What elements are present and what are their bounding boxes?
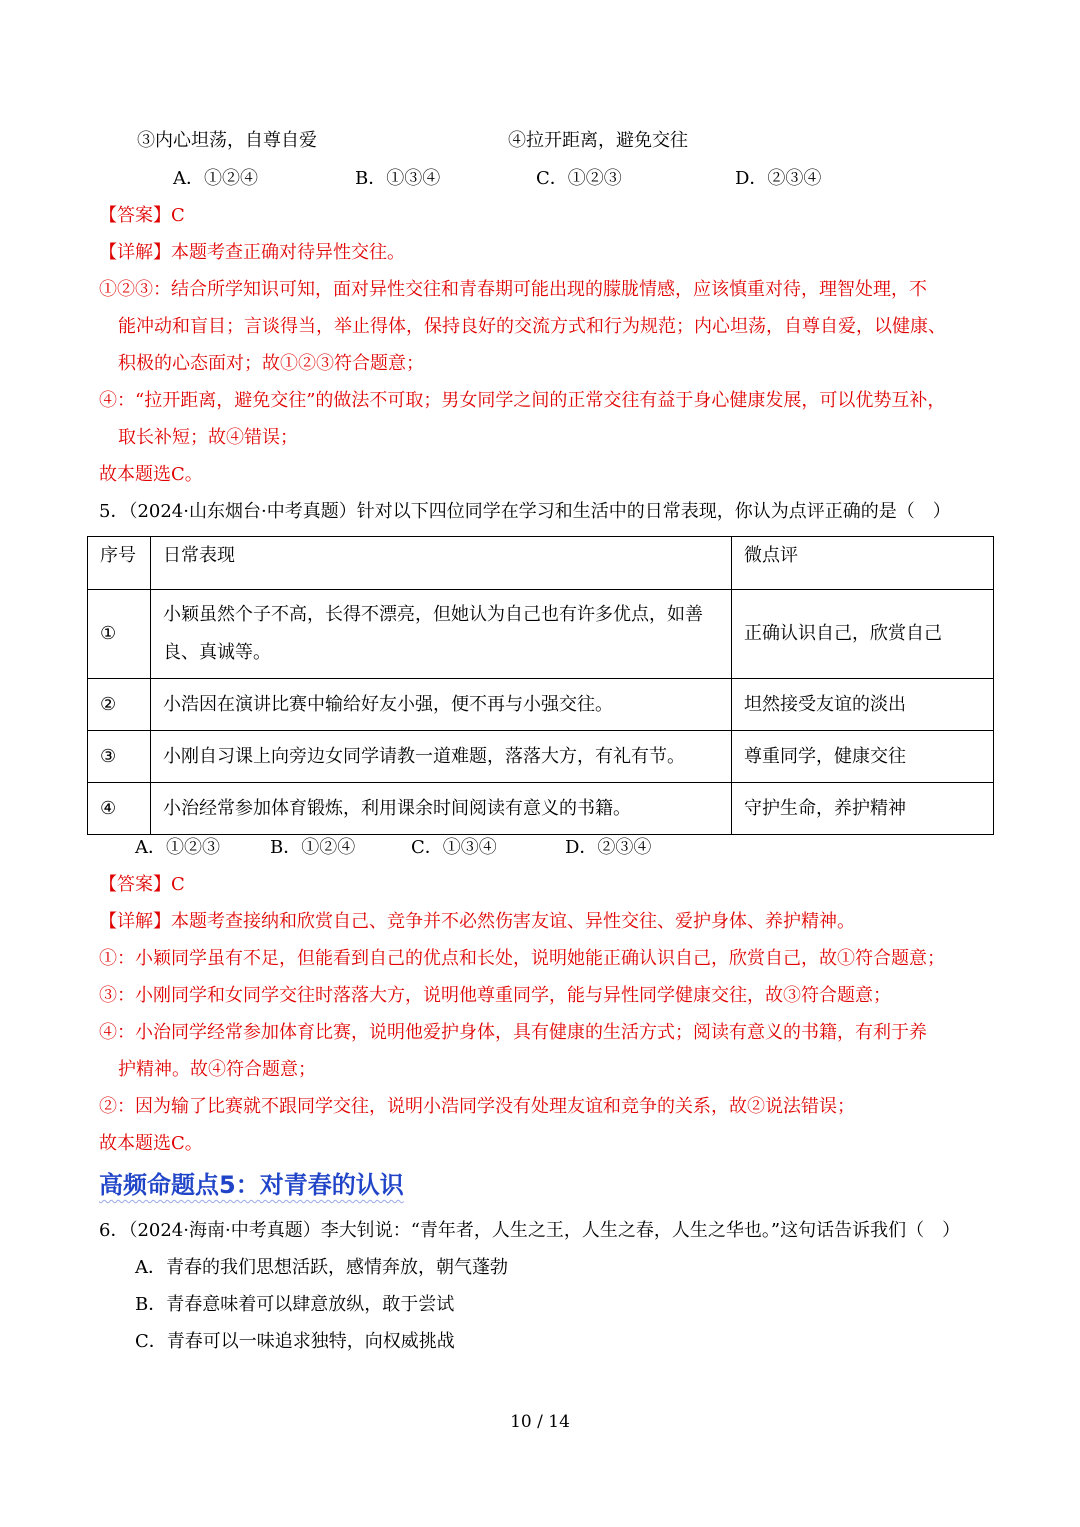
explanation-line: ④：“拉开距离，避免交往”的做法不可取；男女同学之间的正常交往有益于身心健康发展，可以优势互补， xyxy=(99,390,946,411)
option-d: D．②③④ xyxy=(735,168,822,189)
option-b: B．①②④ xyxy=(270,837,356,858)
option-c: C．青春可以一味追求独特，向权威挑战 xyxy=(135,1331,455,1352)
table-row xyxy=(88,731,994,783)
table-row xyxy=(88,590,994,679)
explanation-line: 取长补短；故④错误； xyxy=(118,427,298,448)
explanation-line: ①②③：结合所学知识可知，面对异性交往和青春期可能出现的朦胧情感，应该慎重对待，理智处理，不 xyxy=(99,279,927,300)
row-number-cell: ② xyxy=(88,679,151,731)
explanation-line: 能冲动和盲目；言谈得当，举止得体，保持良好的交流方式和行为规范；内心坦荡，自尊自爱，以健康、 xyxy=(118,316,946,337)
section-heading: 高频命题点5：对青春的认识 xyxy=(99,1171,404,1199)
question-6-stem: 6．（2024·海南·中考真题）李大钊说：“青年者，人生之王，人生之春，人生之华也。”这句话告诉我们（ ） xyxy=(99,1220,961,1241)
comment-cell: 尊重同学，健康交往 xyxy=(732,731,994,783)
table-row xyxy=(88,783,994,835)
option-c: C．①③④ xyxy=(411,837,497,858)
behavior-cell: 小刚自习课上向旁边女同学请教一道难题，落落大方，有礼有节。 xyxy=(151,731,732,783)
option-a: A．①②④ xyxy=(173,168,258,189)
header-cell: 序号 xyxy=(88,537,151,590)
conclusion-line: 故本题选C。 xyxy=(99,1133,203,1154)
explanation-line: ①：小颖同学虽有不足，但能看到自己的优点和长处，说明她能正确认识自己，欣赏自己，故①符合题意； xyxy=(99,948,945,969)
option-d: D．②③④ xyxy=(565,837,652,858)
behavior-cell: 小治经常参加体育锻炼，利用课余时间阅读有意义的书籍。 xyxy=(151,783,732,835)
question-5-stem: 5．（2024·山东烟台·中考真题）针对以下四位同学在学习和生活中的日常表现，你认为点评正确的是（ ） xyxy=(99,501,951,522)
comment-cell: 坦然接受友谊的淡出 xyxy=(732,679,994,731)
option-a: A．①②③ xyxy=(135,837,220,858)
behavior-cell: 小颖虽然个子不高，长得不漂亮，但她认为自己也有许多优点，如善良、真诚等。 xyxy=(151,590,732,679)
evaluation-table xyxy=(87,536,994,835)
table-header-row xyxy=(88,537,994,590)
explanation-line: ④：小治同学经常参加体育比赛，说明他爱护身体，具有健康的生活方式；阅读有意义的书籍，有利于养 xyxy=(99,1022,927,1043)
explanation-line: ②：因为输了比赛就不跟同学交往，说明小浩同学没有处理友谊和竞争的关系，故②说法错误； xyxy=(99,1096,855,1117)
header-cell: 微点评 xyxy=(732,537,994,590)
answer-label: 【答案】C xyxy=(99,205,185,226)
option-b: B．①③④ xyxy=(355,168,441,189)
row-number-cell: ① xyxy=(88,590,151,679)
explanation-intro: 【详解】本题考查正确对待异性交往。 xyxy=(99,242,405,263)
answer-label: 【答案】C xyxy=(99,874,185,895)
option-c: C．①②③ xyxy=(536,168,622,189)
row-number-cell: ④ xyxy=(88,783,151,835)
statement-4: ④拉开距离，避免交往 xyxy=(508,130,688,151)
behavior-cell: 小浩因在演讲比赛中输给好友小强，便不再与小强交往。 xyxy=(151,679,732,731)
comment-cell: 守护生命，养护精神 xyxy=(732,783,994,835)
option-a: A．青春的我们思想活跃，感情奔放，朝气蓬勃 xyxy=(135,1257,508,1278)
page-number: 10 / 14 xyxy=(510,1412,570,1432)
header-cell: 日常表现 xyxy=(151,537,732,590)
statement-3: ③内心坦荡，自尊自爱 xyxy=(137,130,317,151)
conclusion-line: 故本题选C。 xyxy=(99,464,203,485)
explanation-intro: 【详解】本题考查接纳和欣赏自己、竞争并不必然伤害友谊、异性交往、爱护身体、养护精神。 xyxy=(99,911,855,932)
explanation-line: 积极的心态面对；故①②③符合题意； xyxy=(118,353,424,374)
explanation-line: ③：小刚同学和女同学交往时落落大方，说明他尊重同学，能与异性同学健康交往，故③符合题意； xyxy=(99,985,891,1006)
table-row xyxy=(88,679,994,731)
option-b: B．青春意味着可以肆意放纵，敢于尝试 xyxy=(135,1294,455,1315)
explanation-line: 护精神。故④符合题意； xyxy=(118,1059,316,1080)
comment-cell: 正确认识自己，欣赏自己 xyxy=(732,590,994,679)
row-number-cell: ③ xyxy=(88,731,151,783)
